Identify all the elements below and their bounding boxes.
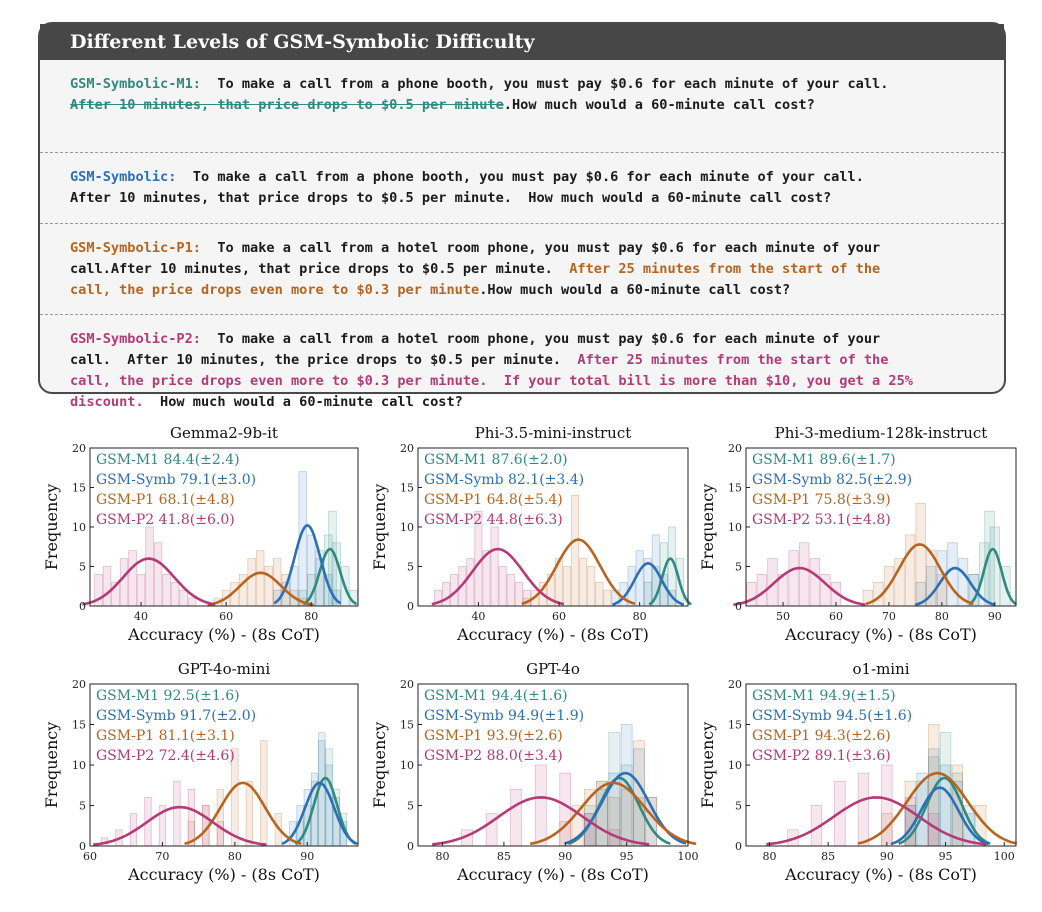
x-tick-label: 80	[227, 850, 242, 863]
section-label-p2: GSM-Symbolic-P2:	[70, 331, 201, 347]
legend-entry: GSM-P1 64.8(±5.4)	[424, 492, 563, 508]
section-symbolic	[40, 153, 1004, 223]
histogram-bar	[246, 781, 253, 846]
y-tick-label: 0	[407, 600, 414, 613]
chart-title: Phi-3-medium-128k-instruct	[774, 424, 988, 442]
histogram-bar	[580, 559, 587, 606]
histogram-bar	[174, 781, 181, 846]
x-tick-label: 40	[471, 610, 486, 623]
section-tail-m1: .How much would a 60-minute call cost?	[503, 97, 815, 113]
histogram-bar	[596, 582, 603, 606]
histogram-bar	[188, 598, 196, 606]
histogram-bar	[535, 765, 546, 846]
histogram-bar	[990, 527, 1000, 606]
section-text-p2: To make a call from a hotel room phone, you must pay $0.6 for each minute of your call. After 10 minutes, the price drops to $0.5 per minute.	[70, 331, 881, 368]
histogram-bar	[467, 559, 474, 606]
chart-phi-3-medium-128k-instruct	[694, 420, 1024, 652]
y-axis-label: Frequency	[42, 721, 61, 809]
chart-title: GPT-4o	[526, 660, 580, 678]
difficulty-levels-box	[38, 22, 1006, 410]
y-tick-label: 0	[79, 840, 86, 853]
histogram-bar	[483, 551, 490, 606]
section-added-clause-p1: After 25 minutes from the start of the call, the price drops even more to $0.3 per minute	[70, 261, 881, 298]
y-tick-label: 5	[407, 799, 414, 813]
section-added-clause-p2: After 25 minutes from the start of the call, the price drops even more to $0.3 per minute. If your total bill is more than $10, you get a 25% discount.	[70, 352, 913, 410]
y-axis-label: Frequency	[698, 721, 717, 809]
legend-entry: GSM-P2 44.8(±6.3)	[424, 512, 563, 528]
legend-entry: GSM-P1 75.8(±3.9)	[752, 492, 891, 508]
legend-entry: GSM-P1 68.1(±4.8)	[96, 492, 235, 508]
x-tick-label: 85	[496, 850, 511, 863]
histogram-bar	[507, 574, 514, 606]
histogram-bar	[588, 567, 595, 607]
legend-entry: GSM-M1 92.5(±1.6)	[96, 688, 240, 704]
histogram-bar	[882, 765, 893, 846]
section-label-m1: GSM-Symbolic-M1:	[70, 76, 201, 92]
y-tick-label: 0	[735, 840, 742, 853]
y-tick-label: 5	[735, 799, 742, 813]
y-tick-label: 20	[400, 678, 414, 691]
y-tick-label: 15	[400, 718, 414, 732]
histogram-bar	[154, 543, 162, 606]
y-tick-label: 0	[735, 600, 742, 613]
histogram-bar	[621, 789, 632, 846]
histogram-bar	[120, 559, 128, 606]
chart-gpt-4o-mini	[38, 656, 366, 892]
y-tick-label: 5	[407, 560, 414, 574]
legend-entry: GSM-M1 94.4(±1.6)	[424, 688, 568, 704]
x-tick-label: 60	[219, 610, 234, 623]
histogram-bar	[319, 741, 326, 846]
histogram-bar	[188, 789, 195, 846]
y-tick-label: 15	[72, 718, 86, 732]
section-label-symbolic: GSM-Symbolic:	[70, 169, 177, 185]
histogram-bar	[261, 741, 268, 846]
histogram-bar	[560, 773, 571, 846]
histogram-bar	[443, 582, 450, 606]
x-axis-label: Accuracy (%) - (8s CoT)	[457, 865, 649, 884]
y-tick-label: 5	[735, 560, 742, 574]
histogram-bar	[499, 567, 506, 607]
section-tail-p2: How much would a 60-minute call cost?	[143, 394, 463, 410]
chart-phi-3-5-mini-instruct	[366, 420, 696, 652]
legend-entry: GSM-P2 88.0(±3.4)	[424, 748, 563, 764]
histogram-bar	[491, 527, 498, 606]
x-tick-label: 60	[829, 610, 843, 623]
histogram-bar	[146, 527, 154, 606]
x-tick-label: 95	[938, 850, 953, 863]
histogram-bar	[248, 559, 256, 606]
x-tick-label: 95	[619, 850, 634, 863]
chart-o1-mini	[694, 656, 1024, 892]
histogram-bar	[636, 551, 643, 606]
legend-entry: GSM-Symb 94.5(±1.6)	[752, 708, 913, 724]
histogram-bar	[515, 582, 522, 606]
x-tick-label: 70	[881, 610, 896, 623]
histogram-bar	[572, 495, 579, 606]
x-tick-label: 90	[879, 850, 894, 863]
histogram-bar	[129, 551, 137, 606]
x-axis-label: Accuracy (%) - (8s CoT)	[128, 625, 320, 644]
histogram-bar	[789, 551, 799, 606]
y-tick-label: 15	[728, 718, 742, 732]
y-tick-label: 10	[400, 521, 414, 534]
y-tick-label: 20	[728, 678, 742, 691]
y-axis-label: Frequency	[370, 483, 389, 571]
legend-entry: GSM-P1 94.3(±2.6)	[752, 728, 891, 744]
histogram-bar	[180, 590, 188, 606]
section-p1	[40, 224, 1004, 314]
legend-entry: GSM-P1 93.9(±2.6)	[424, 728, 563, 744]
section-tail-p1: .How much would a 60-minute call cost?	[479, 282, 791, 298]
legend-entry: GSM-M1 89.6(±1.7)	[752, 452, 896, 468]
legend-entry: GSM-M1 84.4(±2.4)	[96, 452, 240, 468]
chart-title: GPT-4o-mini	[177, 660, 271, 678]
histogram-bar	[604, 590, 611, 606]
x-axis-label: Accuracy (%) - (8s CoT)	[457, 625, 649, 644]
x-tick-label: 70	[155, 850, 170, 863]
box-title: Different Levels of GSM-Symbolic Difficulty	[40, 24, 1004, 60]
x-axis-label: Accuracy (%) - (8s CoT)	[785, 625, 977, 644]
x-tick-label: 90	[300, 850, 315, 863]
y-tick-label: 0	[79, 600, 86, 613]
x-tick-label: 80	[934, 610, 949, 623]
legend-entry: GSM-P2 72.4(±4.6)	[96, 748, 235, 764]
y-tick-label: 20	[400, 442, 414, 455]
histogram-bar	[103, 567, 111, 607]
x-tick-label: 100	[993, 850, 1015, 863]
y-tick-label: 5	[79, 560, 86, 574]
legend-entry: GSM-Symb 82.5(±2.9)	[752, 472, 913, 488]
x-tick-label: 100	[677, 850, 699, 863]
legend-entry: GSM-M1 87.6(±2.0)	[424, 452, 568, 468]
section-label-p1: GSM-Symbolic-P1:	[70, 240, 201, 256]
y-tick-label: 20	[72, 442, 86, 455]
histogram-bar	[163, 574, 171, 606]
chart-gemma2-9b-it	[38, 420, 366, 652]
x-tick-label: 60	[83, 850, 97, 863]
x-tick-label: 85	[821, 850, 836, 863]
chart-title: o1-mini	[852, 660, 910, 678]
histogram-bar	[511, 789, 522, 846]
legend-entry: GSM-M1 94.9(±1.5)	[752, 688, 896, 704]
y-tick-label: 10	[72, 521, 86, 534]
x-tick-label: 80	[762, 850, 777, 863]
y-tick-label: 10	[728, 521, 742, 534]
x-axis-label: Accuracy (%) - (8s CoT)	[785, 865, 977, 884]
histogram-bar	[256, 551, 264, 606]
histogram-bar	[810, 559, 820, 606]
x-tick-label: 40	[134, 610, 149, 623]
y-tick-label: 10	[72, 759, 86, 772]
x-tick-label: 50	[776, 610, 791, 623]
y-tick-label: 10	[400, 759, 414, 772]
histogram-bar	[916, 503, 926, 606]
histogram-bar	[799, 543, 809, 606]
histogram-bar	[171, 582, 179, 606]
section-text-m1: To make a call from a phone booth, you must pay $0.6 for each minute of your call.	[217, 76, 889, 92]
y-tick-label: 20	[728, 442, 742, 455]
legend-entry: GSM-Symb 79.1(±3.0)	[96, 472, 257, 488]
section-text-p1: To make a call from a hotel room phone, you must pay $0.6 for each minute of your call.After 10 minutes, that price drops to $0.5 per minute.	[70, 240, 881, 277]
x-tick-label: 80	[632, 610, 647, 623]
y-tick-label: 0	[407, 840, 414, 853]
section-p2	[40, 315, 1004, 410]
legend-entry: GSM-Symb 91.7(±2.0)	[96, 708, 257, 724]
x-tick-label: 60	[552, 610, 567, 623]
y-axis-label: Frequency	[698, 483, 717, 571]
x-tick-label: 90	[987, 610, 1002, 623]
legend-entry: GSM-Symb 82.1(±3.4)	[424, 472, 585, 488]
y-tick-label: 10	[728, 759, 742, 772]
section-text-symbolic: To make a call from a phone booth, you must pay $0.6 for each minute of your call. After 10 minutes, that price drops to $0.5 per minute. How much would a 60-minute call cost?	[70, 169, 864, 206]
x-axis-label: Accuracy (%) - (8s CoT)	[128, 865, 320, 884]
histogram-bar	[137, 574, 145, 606]
legend-entry: GSM-P2 41.8(±6.0)	[96, 512, 235, 528]
y-tick-label: 15	[72, 481, 86, 495]
y-tick-label: 20	[72, 678, 86, 691]
y-tick-label: 15	[728, 481, 742, 495]
legend-entry: GSM-Symb 94.9(±1.9)	[424, 708, 585, 724]
legend-entry: GSM-P2 53.1(±4.8)	[752, 512, 891, 528]
histogram-bar	[858, 773, 869, 846]
x-tick-label: 80	[435, 850, 450, 863]
x-tick-label: 80	[304, 610, 319, 623]
legend-entry: GSM-P2 89.1(±3.6)	[752, 748, 891, 764]
histogram-bar	[265, 567, 273, 607]
histogram-bar	[563, 567, 570, 607]
histogram-bar	[948, 543, 958, 606]
y-axis-label: Frequency	[370, 721, 389, 809]
y-axis-label: Frequency	[42, 483, 61, 571]
chart-title: Phi-3.5-mini-instruct	[474, 424, 632, 442]
chart-title: Gemma2-9b-it	[170, 424, 278, 442]
y-tick-label: 15	[400, 481, 414, 495]
y-tick-label: 5	[79, 799, 86, 813]
x-tick-label: 90	[558, 850, 573, 863]
kde-curve	[185, 783, 302, 844]
legend-entry: GSM-P1 81.1(±3.1)	[96, 728, 235, 744]
chart-gpt-4o	[366, 656, 699, 892]
section-m1	[40, 60, 1004, 152]
section-struck-m1: After 10 minutes, that price drops to $0.5 per minute	[70, 97, 504, 113]
